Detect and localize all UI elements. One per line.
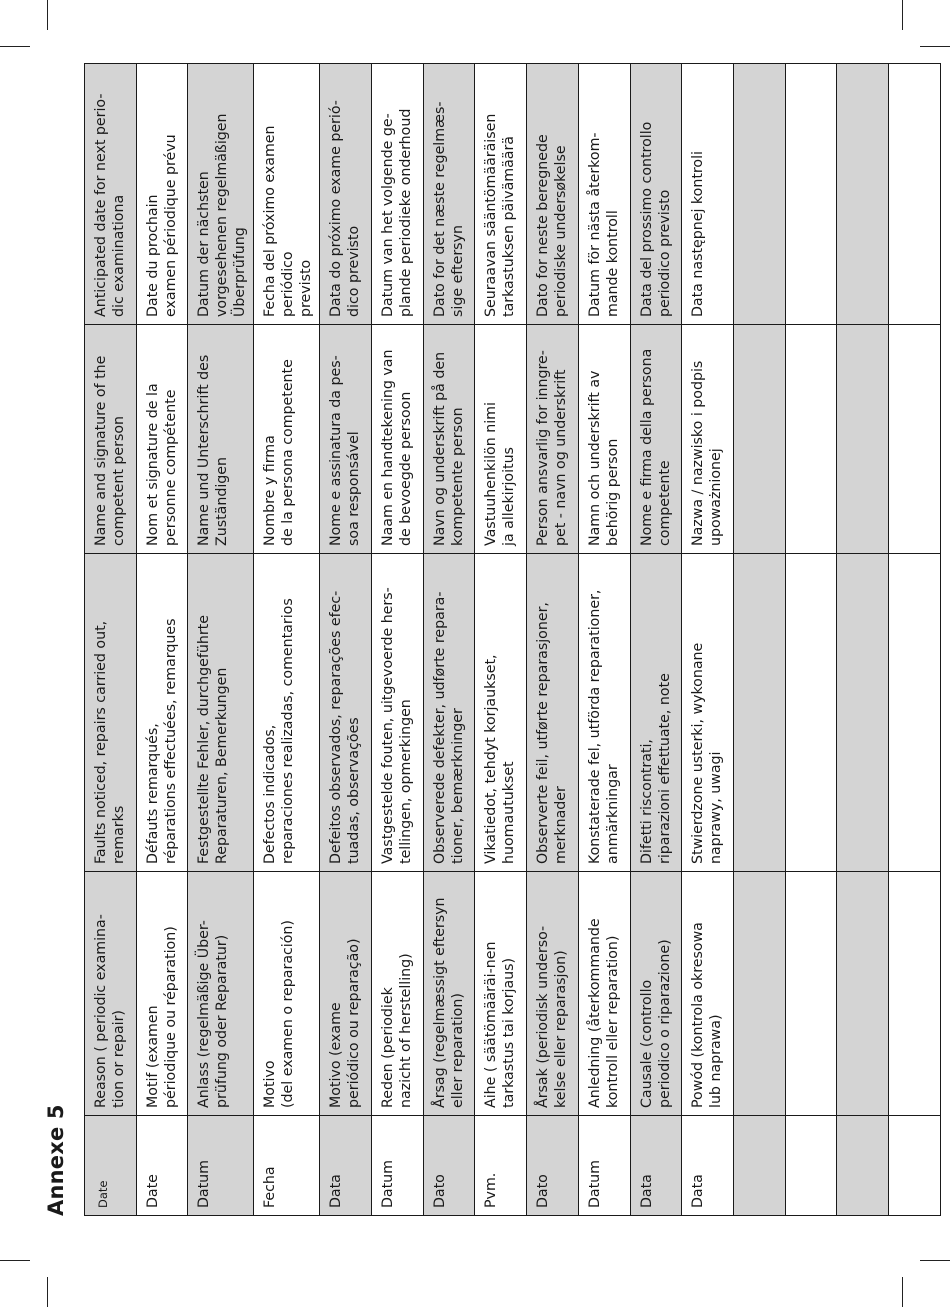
next-date-cell: Fecha del próximo examen periódico previsto <box>254 64 320 325</box>
faults-cell: Festgestellte Fehler, durchgeführte Reparaturen, Bemerkungen <box>188 554 254 872</box>
table-row <box>85 64 137 1216</box>
faults-cell: Stwierdzone usterki, wykonane naprawy, uwagi <box>682 554 734 872</box>
next-date-cell: Datum för nästa återkom- mande kontroll <box>578 64 630 325</box>
reason-cell: Årsag (regelmæssigt eftersyn eller reparation) <box>423 872 475 1116</box>
reason-cell <box>888 872 940 1116</box>
next-date-cell: Seuraavan sääntömääräisen tarkastuksen päivämäärä <box>475 64 527 325</box>
next-date-cell <box>888 64 940 325</box>
reason-cell: Anledning (återkommande kontroll eller reparation) <box>578 872 630 1116</box>
reason-cell: Årsak (periodisk underso- kelse eller reparasjon) <box>527 872 579 1116</box>
inspection-log-table <box>84 63 941 1216</box>
date-cell: Datum <box>578 1116 630 1216</box>
date-cell: Pvm. <box>475 1116 527 1216</box>
date-cell <box>733 1116 785 1216</box>
table-row <box>372 64 424 1216</box>
crop-mark <box>47 1277 48 1307</box>
signature-cell: Nome e assinatura da pes- soa responsável <box>320 325 372 554</box>
next-date-cell: Data del prossimo controllo periodico previsto <box>630 64 682 325</box>
date-cell: Data <box>630 1116 682 1216</box>
faults-cell: Faults noticed, repairs carried out, remarks <box>85 554 137 872</box>
page-title: Annexe 5 <box>44 1104 68 1216</box>
next-date-cell: Datum van het volgende ge- plande periodieke onderhoud <box>372 64 424 325</box>
signature-cell <box>837 325 889 554</box>
faults-cell <box>785 554 837 872</box>
next-date-cell <box>785 64 837 325</box>
reason-cell <box>837 872 889 1116</box>
table-row <box>630 64 682 1216</box>
signature-cell <box>785 325 837 554</box>
table-row <box>578 64 630 1216</box>
next-date-cell <box>837 64 889 325</box>
faults-cell <box>837 554 889 872</box>
date-cell: Dato <box>527 1116 579 1216</box>
date-cell: Fecha <box>254 1116 320 1216</box>
reason-cell: Motivo (exame periódico ou reparação) <box>320 872 372 1116</box>
reason-cell: Causale (controllo periodico o riparazione) <box>630 872 682 1116</box>
signature-cell: Name und Unterschrift des Zuständigen <box>188 325 254 554</box>
signature-cell <box>733 325 785 554</box>
table-row <box>320 64 372 1216</box>
date-cell: Data <box>682 1116 734 1216</box>
table-row <box>136 64 188 1216</box>
reason-cell: Anlass (regelmäßige Über- prüfung oder Reparatur) <box>188 872 254 1116</box>
signature-cell: Vastuuhenkilön nimi ja allekirjoitus <box>475 325 527 554</box>
next-date-cell: Date du prochain examen périodique prévu <box>136 64 188 325</box>
date-cell <box>837 1116 889 1216</box>
crop-mark <box>902 0 903 30</box>
reason-cell: Powód (kontrola okresowa lub naprawa) <box>682 872 734 1116</box>
next-date-cell <box>733 64 785 325</box>
signature-cell: Namn och underskrift av behörig person <box>578 325 630 554</box>
reason-cell <box>785 872 837 1116</box>
signature-cell: Nombre y firma de la persona competente <box>254 325 320 554</box>
table-row <box>254 64 320 1216</box>
date-cell: Datum <box>372 1116 424 1216</box>
signature-cell: Nom et signature de la personne compétente <box>136 325 188 554</box>
date-cell: Date <box>85 1116 137 1216</box>
table-row <box>733 64 785 1216</box>
faults-cell: Observerede defekter, udførte repara- tioner, bemærkninger <box>423 554 475 872</box>
faults-cell: Défauts remarqués, réparations effectuées, remarques <box>136 554 188 872</box>
crop-mark <box>47 0 48 30</box>
rotated-page <box>44 64 934 1216</box>
signature-cell: Navn og underskrift på den kompetente person <box>423 325 475 554</box>
reason-cell: Reden (periodiek nazicht of herstelling) <box>372 872 424 1116</box>
table-row <box>188 64 254 1216</box>
date-cell: Date <box>136 1116 188 1216</box>
faults-cell: Difetti riscontrati, riparazioni effettuate, note <box>630 554 682 872</box>
table-row <box>423 64 475 1216</box>
table-row <box>527 64 579 1216</box>
date-cell: Data <box>320 1116 372 1216</box>
reason-cell: Aihe ( säätömääräi-nen tarkastus tai korjaus) <box>475 872 527 1116</box>
date-cell <box>785 1116 837 1216</box>
faults-cell: Konstaterade fel, utförda reparationer, anmärkningar <box>578 554 630 872</box>
signature-cell: Nazwa / nazwisko i podpis upoważnionej <box>682 325 734 554</box>
next-date-cell: Dato for det næste regelmæs- sige eftersyn <box>423 64 475 325</box>
crop-mark <box>920 1260 950 1261</box>
table-row <box>888 64 940 1216</box>
signature-cell: Naam en handtekening van de bevoegde persoon <box>372 325 424 554</box>
faults-cell: Vastgestelde fouten, uitgevoerde hers- tellingen, opmerkingen <box>372 554 424 872</box>
faults-cell <box>888 554 940 872</box>
signature-cell: Name and signature of the competent person <box>85 325 137 554</box>
next-date-cell: Data do próximo exame perió- dico previsto <box>320 64 372 325</box>
next-date-cell: Data następnej kontroli <box>682 64 734 325</box>
table-row <box>475 64 527 1216</box>
table-row <box>785 64 837 1216</box>
date-cell: Dato <box>423 1116 475 1216</box>
date-cell <box>888 1116 940 1216</box>
crop-mark <box>902 1277 903 1307</box>
signature-cell: Person ansvarlig for inngre- pet - navn og underskrift <box>527 325 579 554</box>
faults-cell: Vikatiedot, tehdyt korjaukset, huomautukset <box>475 554 527 872</box>
next-date-cell: Dato for neste beregnede periodiske undersøkelse <box>527 64 579 325</box>
next-date-cell: Datum der nächsten vorgesehenen regelmäßigen Überprüfung <box>188 64 254 325</box>
reason-cell <box>733 872 785 1116</box>
crop-mark <box>920 46 950 47</box>
signature-cell <box>888 325 940 554</box>
signature-cell: Nome e firma della persona competente <box>630 325 682 554</box>
table-row <box>682 64 734 1216</box>
faults-cell: Observerte feil, utførte reparasjoner, merknader <box>527 554 579 872</box>
faults-cell: Defeitos observados, reparações efec- tuadas, observações <box>320 554 372 872</box>
table-row <box>837 64 889 1216</box>
crop-mark <box>0 1260 30 1261</box>
date-cell: Datum <box>188 1116 254 1216</box>
faults-cell: Defectos indicados, reparaciones realizadas, comentarios <box>254 554 320 872</box>
next-date-cell: Anticipated date for next perio- dic examinationa <box>85 64 137 325</box>
reason-cell: Reason ( periodic examina- tion or repair) <box>85 872 137 1116</box>
faults-cell <box>733 554 785 872</box>
reason-cell: Motif (examen périodique ou réparation) <box>136 872 188 1116</box>
crop-mark <box>0 46 30 47</box>
reason-cell: Motivo (del examen o reparación) <box>254 872 320 1116</box>
